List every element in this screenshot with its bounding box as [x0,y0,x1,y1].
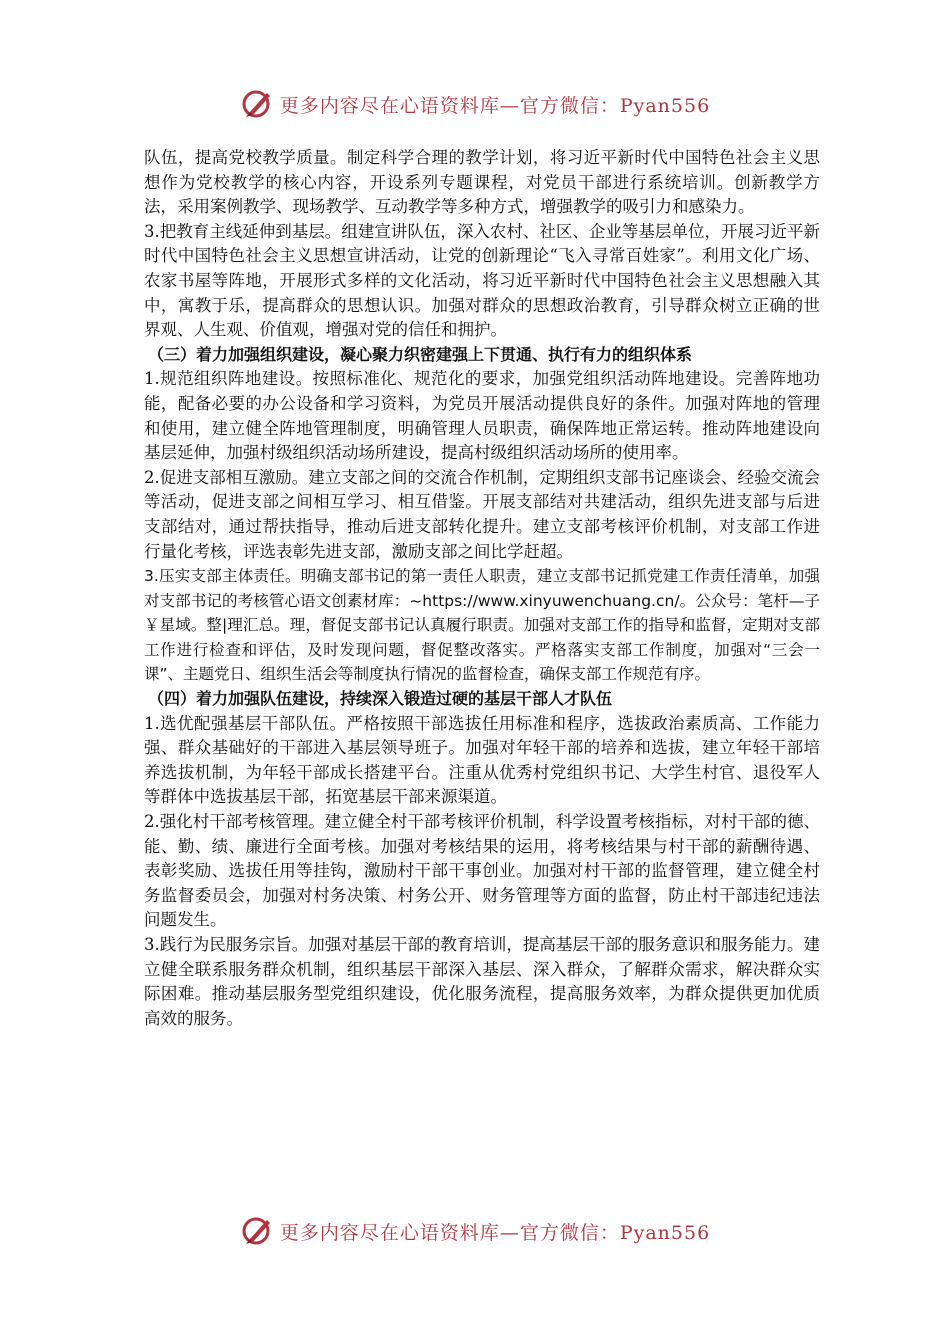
paragraph-education-grassroots: 3.把教育主线延伸到基层。组建宣讲队伍，深入农村、社区、企业等基层单位，开展习近平新时代中国特色社会主义思想宣讲活动，让党的创新理论“飞入寻常百姓家”。利用文化广场、农家书屋等阵地，开展形式多样的文化活动，将习近平新时代中国特色社会主义思想融入其中，寓教于乐，提高群众的思想认识。加强对群众的思想政治教育，引导群众树立正确的世界观、人生观、价值观，增强对党的信任和拥护。 [144,221,820,340]
document-body [144,146,820,1031]
header-watermark-banner [0,84,950,124]
section-heading-organization: （三）着力加强组织建设，凝心聚力织密建强上下贯通、执行有力的组织体系 [148,344,693,364]
pen-circle-logo-icon [240,87,274,121]
watermark-text: 更多内容尽在心语资料库—官方微信：Pyan556 [279,94,711,117]
paragraph-serve-people: 3.践行为民服务宗旨。加强对基层干部的教育培训，提高基层干部的服务意识和服务能力。建立健全联系服务群众机制，组织基层干部深入基层、深入群众，了解群众需求，解决群众实际困难。推动基层服务型党组织建设，优化服务流程，提高服务效率，为群众提供更加优质高效的服务。 [144,935,820,1028]
paragraph-party-school-teaching: 队伍，提高党校教学质量。制定科学合理的教学计划，将习近平新时代中国特色社会主义思想作为党校教学的核心内容，开设系列专题课程，对党员干部进行系统培训。创新教学方法，采用案例教学、现场教学、互动教学等多种方式，增强教学的吸引力和感染力。 [144,148,820,217]
watermark-text: 更多内容尽在心语资料库—官方微信：Pyan556 [279,1221,711,1244]
paragraph-branch-motivation: 2.促进支部相互激励。建立支部之间的交流合作机制，定期组织支部书记座谈会、经验交流会等活动，促进支部之间相互学习、相互借鉴。开展支部结对共建活动，组织先进支部与后进支部结对，通过帮扶指导，推动后进支部转化提升。建立支部考核评价机制，对支部工作进行量化考核，评选表彰先进支部，激励支部之间比学赶超。 [144,467,820,561]
paragraph-branch-responsibility: 3.压实支部主体责任。明确支部书记的第一责任人职责，建立支部书记抓党建工作责任清单，加强对支部书记的考核管心语文创素材库：~https://www.xinyuwenchuang.cn/。公众号：笔杆—子￥星域。整|理汇总。理，督促支部书记认真履行职责。加强对支部工作的指导和监督，定期对支部工作进行检查和评估，及时发现问题，督促整改落实。严格落实支部工作制度，加强对“三会一课”、主题党日、组织生活会等制度执行情况的监督检查，确保支部工作规范有序。 [144,567,820,684]
paragraph-village-cadre-assessment: 2.强化村干部考核管理。建立健全村干部考核评价机制，科学设置考核指标，对村干部的德、能、勤、绩、廉进行全面考核。加强对考核结果的运用，将考核结果与村干部的薪酬待遇、表彰奖励、选拔任用等挂钩，激励村干部干事创业。加强对村干部的监督管理，建立健全村务监督委员会，加强对村务决策、村务公开、财务管理等方面的监督，防止村干部违纪违法问题发生。 [144,812,820,930]
section-heading-team-building: （四）着力加强队伍建设，持续深入锻造过硬的基层干部人才队伍 [148,689,613,709]
paragraph-position-building: 1.规范组织阵地建设。按照标准化、规范化的要求，加强党组织活动阵地建设。完善阵地功能，配备必要的办公设备和学习资料，为党员开展活动提供良好的条件。加强对阵地的管理和使用，建立健全阵地管理制度，明确管理人员职责，确保阵地正常运转。推动阵地建设向基层延伸，加强村级组织活动场所建设，提高村级组织活动场所的使用率。 [144,369,820,463]
pen-circle-logo-icon [240,1214,274,1248]
footer-watermark-banner [0,1211,950,1251]
paragraph-cadre-selection: 1.选优配强基层干部队伍。严格按照干部选拔任用标准和程序，选拔政治素质高、工作能力强、群众基础好的干部进入基层领导班子。加强对年轻干部的培养和选拔，建立年轻干部培养选拔机制，为年轻干部成长搭建平台。注重从优秀村党组织书记、大学生村官、退役军人等群体中选拔基层干部，拓宽基层干部来源渠道。 [144,713,820,807]
